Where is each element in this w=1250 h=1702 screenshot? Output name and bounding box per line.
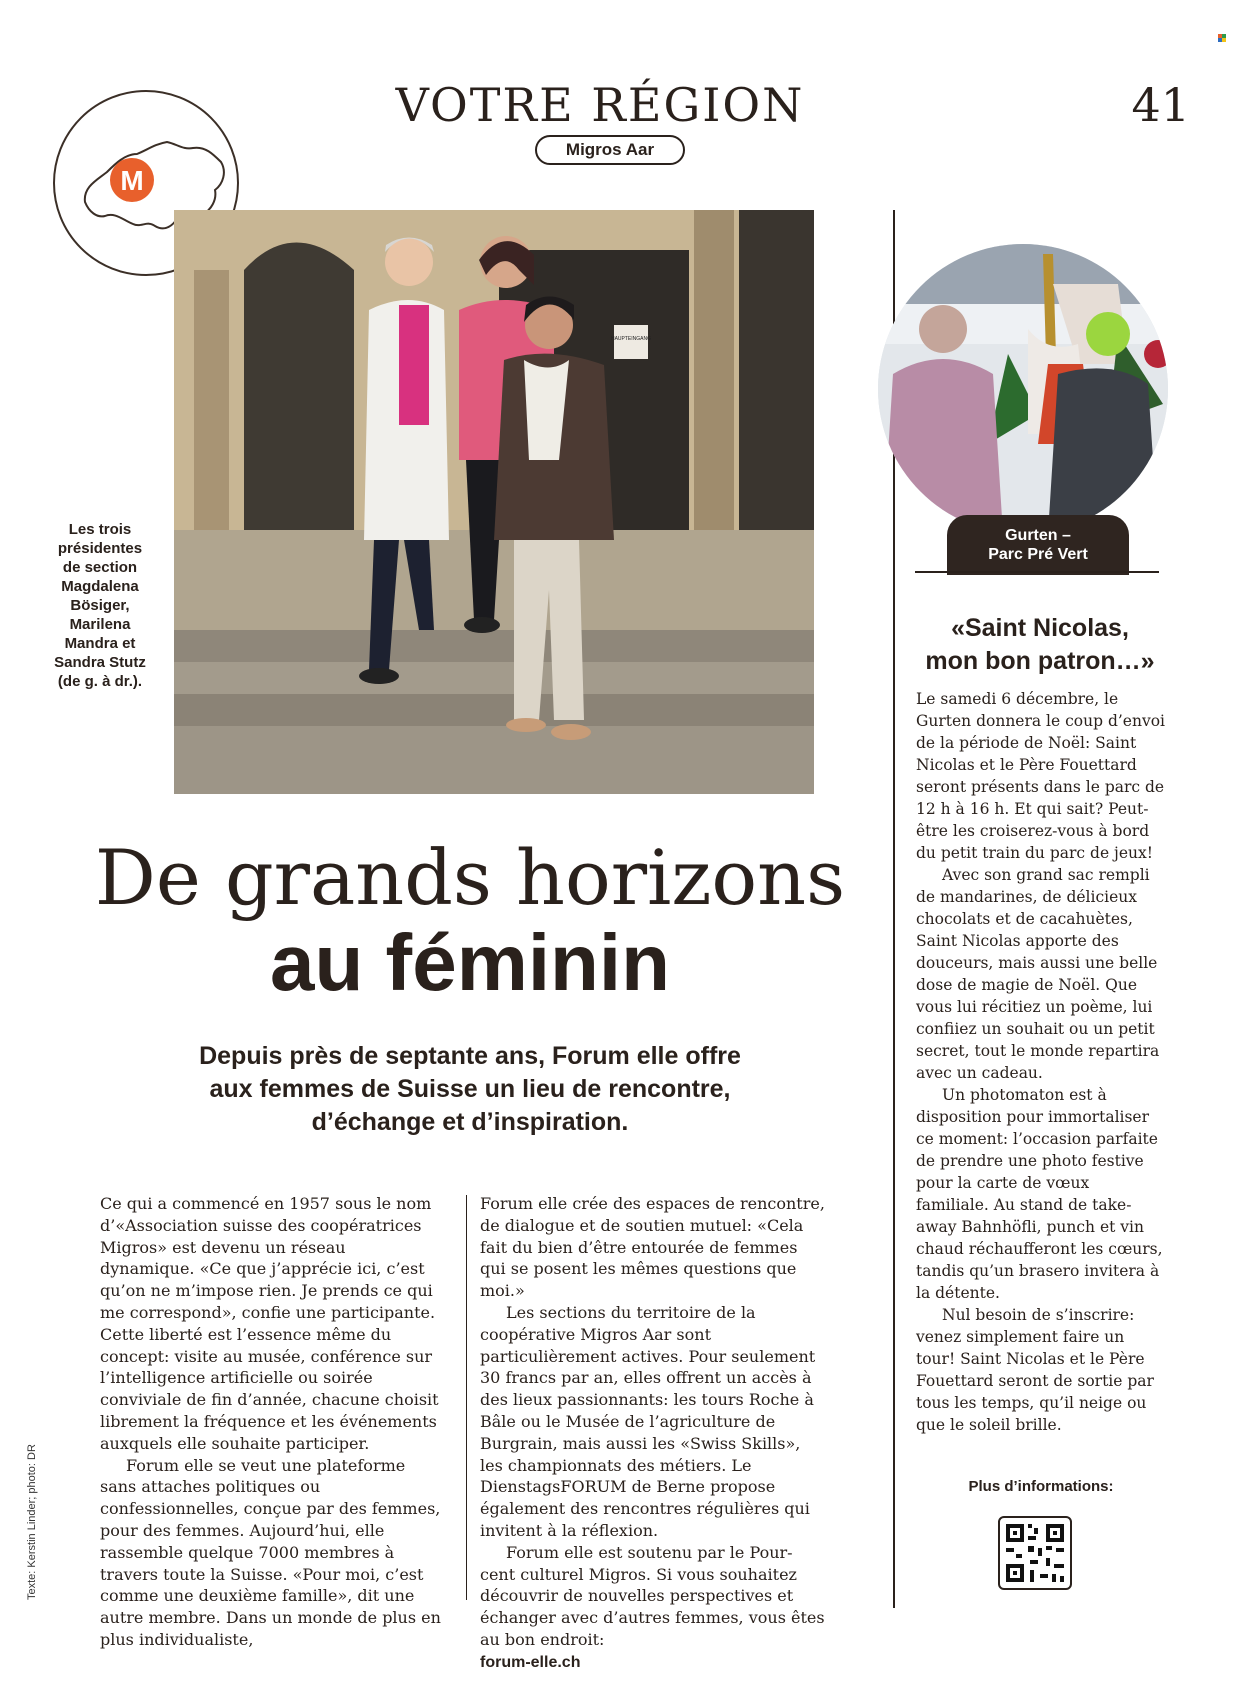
- photo-credit: Texte: Kerstin Linder; photo: DR: [26, 1444, 38, 1600]
- article-paragraph: [480, 1542, 825, 1674]
- sidebar-title-line: mon bon patron…»: [925, 647, 1155, 675]
- door-sign-text: HAUPTEINGANG: [610, 336, 652, 342]
- lead-line: aux femmes de Suisse un lieu de rencontre,: [209, 1075, 731, 1103]
- lead-line: Depuis près de septante ans, Forum elle offre: [199, 1042, 741, 1070]
- sidebar-rule: [915, 571, 1159, 573]
- headline-line-1: De grands horizons: [94, 833, 846, 922]
- logo-letter: M: [120, 165, 144, 196]
- column-divider: [466, 1195, 467, 1600]
- three-presidents-photo: [174, 210, 814, 794]
- caption-line: Les trois: [68, 521, 132, 538]
- article-column-1: [100, 1193, 445, 1651]
- photo-caption: [40, 520, 160, 691]
- sidebar-paragraph: Nul besoin de s’inscrire: venez simplement faire un tour! Saint Nicolas et le Père Fouettard seront de sortie par tous les temps, qu’il neige ou que le soleil brille.: [916, 1306, 1154, 1434]
- sidebar-body: [916, 688, 1166, 1436]
- caption-line: (de g. à dr.).: [57, 673, 143, 690]
- gurten-photo: [878, 244, 1168, 534]
- sidebar-paragraph: Un photomaton est à disposition pour immortaliser ce moment: l’occasion parfaite de prendre une photo festive pour la carte de vœux familiale. Au stand de take-away Bahnhöfli, punch et vin chaud réchaufferont les cœurs, tandis qu’un brasero invitera à la détente.: [916, 1086, 1163, 1302]
- caption-line: Marilena: [69, 616, 131, 633]
- caption-line: Mandra et: [64, 635, 136, 652]
- article-paragraph: Les sections du territoire de la coopérative Migros Aar sont particulièrement actives. Pour seulement 30 francs par an, elles offrent un accès à des lieux passionnants: les tours Roche à Bâle ou le Musée de l’agriculture de Burgrain, mais aussi les «Swiss Skills», les championnats des métiers. Le DienstagsFORUM de Berne propose également des rencontres régulières qui invitent à la réflexion.: [480, 1302, 816, 1540]
- article-paragraph: Ce qui a commencé en 1957 sous le nom d’«Association suisse des coopératrices Migros» est devenu un réseau dynamique. «Ce que j’apprécie ici, c’est qu’on ne m’impose rien. Je prends ce qui me correspond», confie une participante. Cette liberté est l’essence même du concept: visite au musée, conférence sur l’intelligence artificielle ou soirée conviviale de fin d’année, chacune choisit librement la fréquence et les événements auxquels elle souhaite participer.: [100, 1194, 439, 1453]
- closing-text: Forum elle est soutenu par le Pour-cent culturel Migros. Si vous souhaitez découvrir de nouvelles perspectives et échanger avec d’autres femmes, vous êtes au bon endroit:: [480, 1542, 825, 1649]
- headline-line-2: au féminin: [269, 918, 671, 1007]
- location-tag-line: Gurten –: [1005, 527, 1071, 544]
- location-tag: [947, 515, 1129, 575]
- page-number: 41: [1131, 78, 1190, 132]
- sidebar-title-line: «Saint Nicolas,: [951, 614, 1129, 642]
- article-paragraph: Forum elle crée des espaces de rencontre, de dialogue et de soutien mutuel: «Cela fait du bien d’être entourée de femmes qui se posent les mêmes questions que moi.»: [480, 1194, 825, 1301]
- article-column-2: [480, 1193, 825, 1674]
- sidebar-paragraph: Avec son grand sac rempli de mandarines, de délicieux chocolats et de cacahuètes, Saint Nicolas apporte des douceurs, mais aussi une belle dose de magie de Noël. Que vous lui récitiez un poème, lui confiiez un souhait ou un petit secret, tout le monde repartira avec un cadeau.: [916, 866, 1160, 1082]
- qr-code-icon: [1000, 1518, 1070, 1588]
- forum-elle-link[interactable]: forum-elle.ch: [480, 1653, 581, 1671]
- caption-line: Magdalena: [61, 578, 139, 595]
- location-tag-line: Parc Pré Vert: [988, 546, 1088, 563]
- article-paragraph: Forum elle se veut une plateforme sans attaches politiques ou confessionnelles, conçue par des femmes, pour des femmes. Aujourd’hui, elle rassemble quelque 7000 membres à travers toute la Suisse. «Pour moi, c’est comme une deuxième famille», dit une autre membre. Dans un monde de plus en plus individualiste,: [100, 1455, 441, 1649]
- lead-line: d’échange et d’inspiration.: [311, 1108, 629, 1136]
- caption-line: présidentes: [57, 540, 143, 557]
- main-photo: [174, 210, 814, 794]
- more-info-label: Plus d’informations:: [968, 1478, 1114, 1495]
- cooperative-badge: Migros Aar: [535, 135, 685, 165]
- caption-line: Sandra Stutz: [54, 654, 146, 671]
- saint-nicolas-photo: [878, 244, 1168, 534]
- section-title: VOTRE RÉGION: [395, 78, 805, 132]
- caption-line: Bösiger,: [70, 597, 130, 614]
- sidebar-paragraph: Le samedi 6 décembre, le Gurten donnera le coup d’envoi de la période de Noël: Saint Nicolas et le Père Fouettard seront présents dans le parc de 12 h à 16 h. Et qui sait? Peut-être les croiserez-vous à bord du petit train du parc de jeux!: [916, 690, 1166, 862]
- sidebar-title: [900, 612, 1180, 678]
- lead-text: [150, 1040, 790, 1139]
- caption-line: de section: [62, 559, 138, 576]
- qr-code[interactable]: [998, 1516, 1072, 1590]
- color-marks-icon: [1218, 34, 1226, 42]
